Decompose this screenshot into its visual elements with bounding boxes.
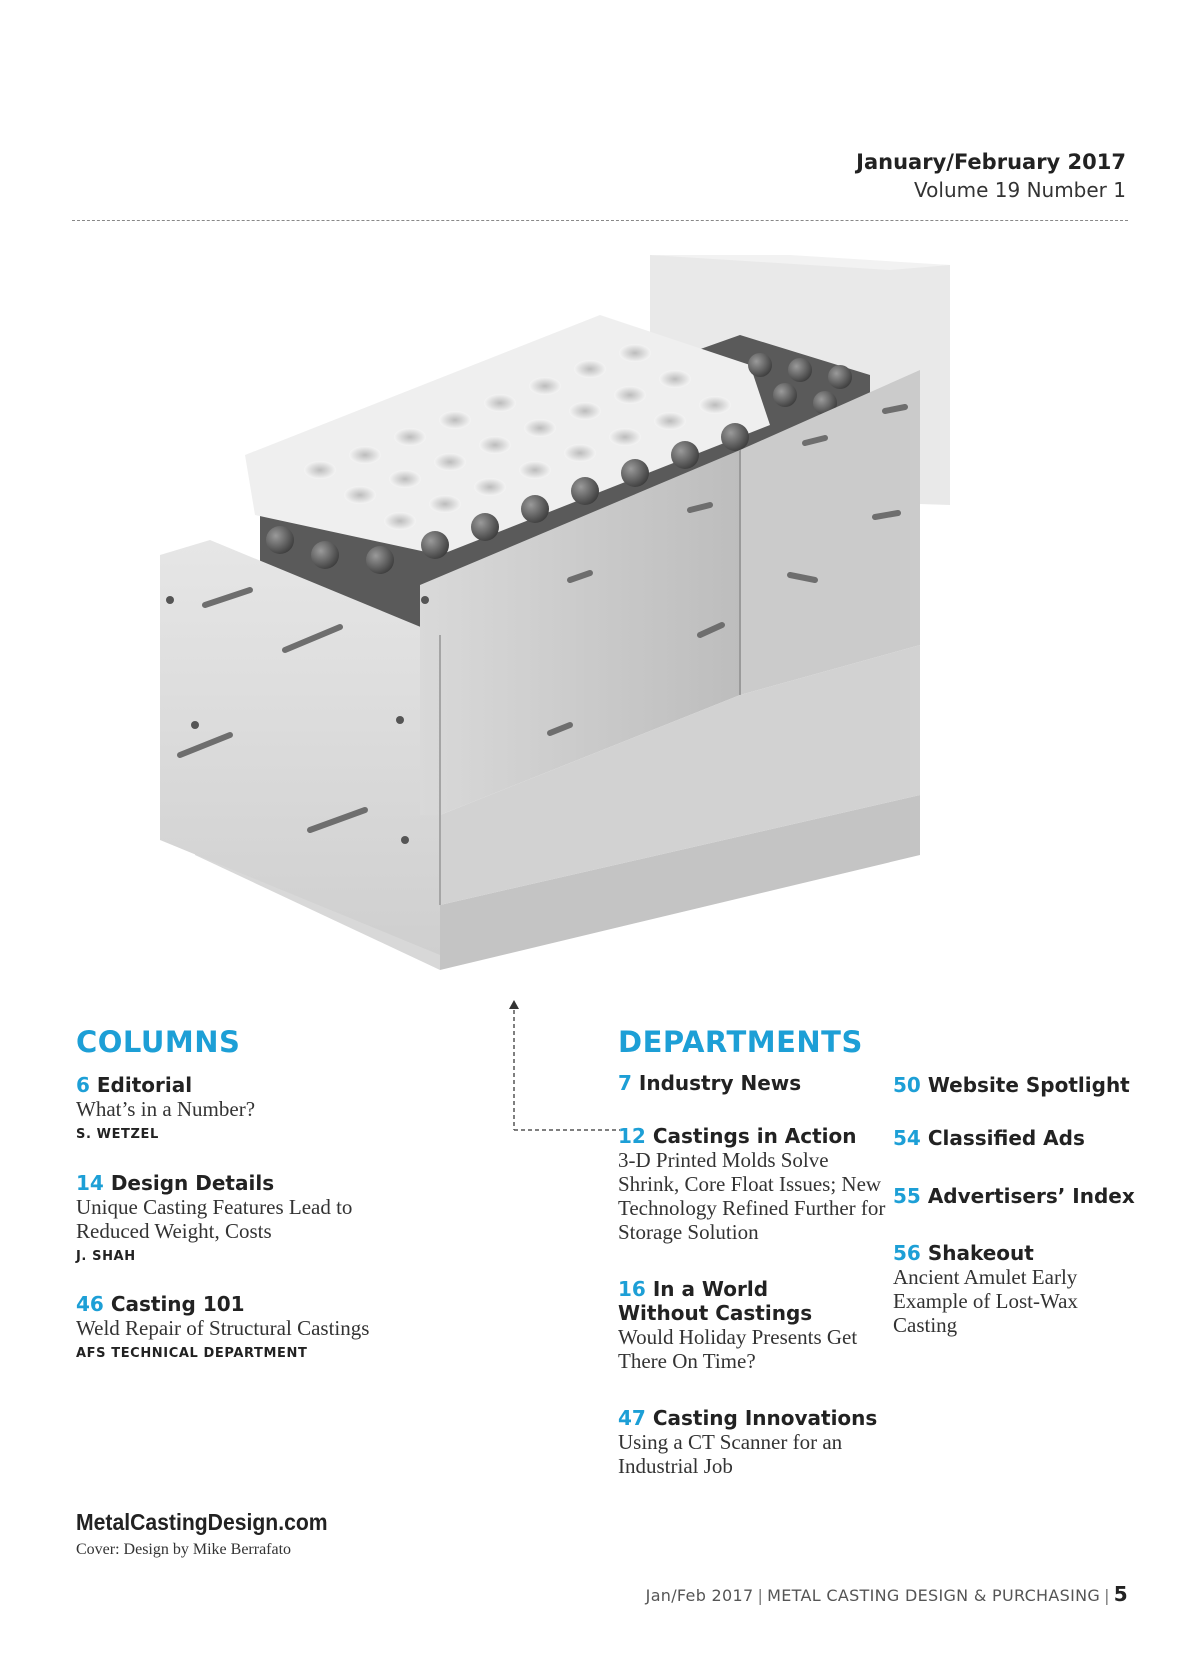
entry-title: Advertisers’ Index: [927, 1184, 1135, 1208]
entry-description: What’s in a Number?: [76, 1097, 256, 1121]
departments-entry-classified-ads: [893, 1126, 1085, 1150]
footer-issue: Jan/Feb 2017: [645, 1586, 754, 1605]
entry-title: Shakeout: [927, 1241, 1034, 1265]
entry-title: Industry News: [638, 1071, 802, 1095]
website-link[interactable]: MetalCastingDesign.com: [76, 1509, 328, 1535]
entry-description: Weld Repair of Structural Castings: [76, 1316, 370, 1340]
entry-page-number: 12: [618, 1124, 646, 1148]
entry-author: J. SHAH: [76, 1249, 136, 1264]
entry-description: Reduced Weight, Costs: [76, 1219, 272, 1243]
entry-page-number: 46: [76, 1292, 104, 1316]
photo-pointer-arrow: [508, 1000, 623, 1136]
entry-title: Editorial: [96, 1073, 193, 1097]
entry-description: 3-D Printed Molds Solve: [618, 1148, 829, 1172]
columns-entry-editorial: [76, 1073, 255, 1142]
departments-heading: DEPARTMENTS: [618, 1025, 863, 1059]
columns-heading: COLUMNS: [76, 1025, 241, 1059]
columns-entry-design-details: [76, 1171, 352, 1264]
departments-entry-castings-in-action: [618, 1124, 885, 1244]
entry-page-number: 6: [76, 1073, 90, 1097]
entry-title-line-2: Without Castings: [618, 1301, 813, 1325]
entry-description: Storage Solution: [618, 1220, 759, 1244]
entry-description: Unique Casting Features Lead to: [76, 1195, 353, 1219]
entry-page-number: 47: [618, 1406, 646, 1430]
departments-entry-industry-news: [618, 1071, 801, 1095]
entry-author: S. WETZEL: [76, 1127, 159, 1142]
entry-page-number: 16: [618, 1277, 646, 1301]
cover-photo-mold: [150, 255, 1030, 1025]
departments-entry-casting-innovations: [618, 1406, 877, 1478]
entry-title: In a World: [652, 1277, 769, 1301]
header-rule: [72, 220, 1128, 221]
entry-page-number: 50: [893, 1073, 921, 1097]
entry-title: Castings in Action: [652, 1124, 857, 1148]
page-footer: Jan/Feb 2017 | METAL CASTING DESIGN & PURCHASING | 5: [645, 1582, 1128, 1606]
departments-entry-website-spotlight: [893, 1073, 1130, 1097]
entry-description: Industrial Job: [618, 1454, 733, 1478]
entry-description: Ancient Amulet Early: [893, 1265, 1078, 1289]
entry-page-number: 54: [893, 1126, 921, 1150]
entry-author: AFS TECHNICAL DEPARTMENT: [76, 1346, 308, 1361]
entry-title: Casting 101: [110, 1292, 245, 1316]
issue-date: January/February 2017: [856, 150, 1126, 174]
departments-entry-in-a-world: [618, 1277, 857, 1373]
entry-description: Using a CT Scanner for an: [618, 1430, 843, 1454]
entry-page-number: 55: [893, 1184, 921, 1208]
footer-magazine: METAL CASTING DESIGN & PURCHASING: [767, 1586, 1101, 1605]
entry-description: Would Holiday Presents Get: [618, 1325, 858, 1349]
entry-description: Shrink, Core Float Issues; New: [618, 1172, 882, 1196]
entry-title: Website Spotlight: [927, 1073, 1130, 1097]
entry-description: Casting: [893, 1313, 958, 1337]
entry-page-number: 7: [618, 1071, 632, 1095]
entry-description: Example of Lost-Wax: [893, 1289, 1078, 1313]
departments-entry-advertisers-index: [893, 1184, 1135, 1208]
departments-entry-shakeout: [893, 1241, 1078, 1337]
entry-description: Technology Refined Further for: [618, 1196, 886, 1220]
cover-credit: Cover: Design by Mike Berrafato: [76, 1541, 292, 1558]
entry-title: Casting Innovations: [652, 1406, 878, 1430]
entry-title: Design Details: [110, 1171, 275, 1195]
entry-title: Classified Ads: [927, 1126, 1085, 1150]
entry-page-number: 56: [893, 1241, 921, 1265]
page-number: 5: [1113, 1582, 1128, 1606]
issue-volume: Volume 19 Number 1: [914, 178, 1126, 202]
entry-description: There On Time?: [618, 1349, 756, 1373]
entry-page-number: 14: [76, 1171, 104, 1195]
columns-entry-casting-101: [76, 1292, 369, 1361]
